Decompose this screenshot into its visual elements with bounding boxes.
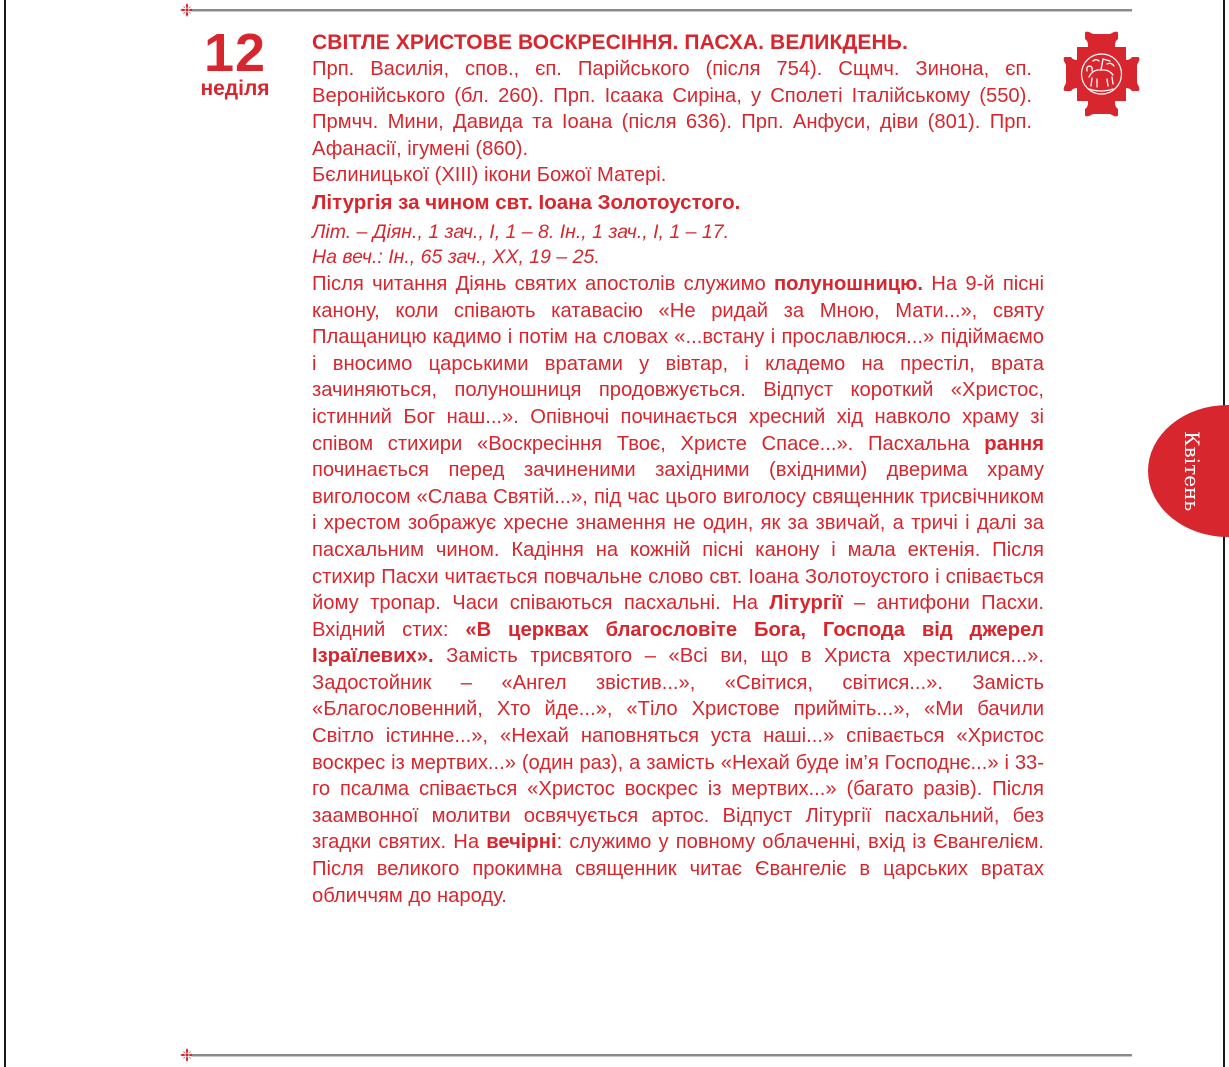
body-segment-bold: Літургії (769, 592, 843, 615)
page-border-left (4, 0, 6, 1067)
body-segment: Після читання Діянь святих апостолів служимо (312, 272, 774, 295)
divider-line (192, 1054, 1132, 1057)
body-segment: : служимо у повному облаченні, вхід із Євангелієм. Після великого прокимна священник читає Євангеліє в царських вратах обличчям до народу. (312, 831, 1044, 907)
feast-title: СВІТЛЕ ХРИСТОВЕ ВОСКРЕСІННЯ. ПАСХА. ВЕЛИКДЕНЬ. (312, 31, 908, 54)
entry-content (312, 30, 1047, 909)
month-label: Квітень (1180, 430, 1204, 512)
day-name: неділя (200, 77, 270, 100)
body-segment: На 9-й пісні канону, коли співають катавасію «Не ридай за Мною, Мати...», святу Плащаницю кадимо і потім на словах «...встану і прославлюся...» підіймаємо і вносимо царськими вратами у вівтар, і кладемо на престіл, врата зачиняються, полуношниця продовжується. Відпуст короткий «Христос, істинний Бог наш...». Опівночі починається хресний хід навколо храму зі співом стихири «Воскресіння Твоє, Христе Спасе...». Пасхальна (312, 272, 1044, 455)
readings (312, 220, 1047, 270)
body-segment: – антифони Пасхи. Вхідний стих: (312, 592, 1044, 641)
month-tab[interactable] (1148, 405, 1229, 537)
date-block (190, 23, 280, 100)
saints-commemorations: Прп. Василія, спов., єп. Парійського (після 754). Сщмч. Зинона, єп. Веронійського (бл. 260). Прп. Ісаака Сиріна, у Сполеті Італійському (550). Прмчч. Мини, Давида та Іоана (після 636). Прп. Анфуси, діви (801). Прп. Афанасії, ігумені (860). (312, 58, 1032, 160)
bottom-rule (180, 1050, 1132, 1060)
body-segment-bold: рання (984, 432, 1044, 455)
cross-lamb-emblem-icon (1063, 31, 1140, 117)
body-segment-bold: вечірні (486, 831, 557, 854)
reading-line: На веч.: Ін., 65 зач., XX, 19 – 25. (312, 245, 600, 268)
rubric-body (312, 271, 1044, 909)
divider-line (192, 9, 1132, 12)
body-segment: починається перед зачиненими західними (вхідними) дверима храму виголосом «Слава Святій...», під час цього виголосу священник трисвічником і хрестом зображує хресне знамення не один, як за звичай, а тричі і далі за пасхальним чином. Кадіння на кожній пісні канону і мала ектенія. Після стихир Пасхи читається повчальне слово свт. Іоана Золотоустого і співається йому тропар. Часи співаються пасхальні. На (312, 459, 1044, 615)
body-segment: Замість трисвятого – «Всі ви, що в Христа хрестилися...». Задостойник – «Ангел звістив...», «Світися, світися...». Замість «Благословенний, Хто йде...», «Тіло Христове прийміть...», «Ми бачили Світло істинне...», «Нехай наповняться уста наші...» співається «Христос воскрес із мертвих...» (один раз), а замість «Нехай буде ім’я Господнє...» і 33-го псалма співається «Христос воскрес із мертвих...» (багато разів). Після заамвонної молитви освячується артос. Відпуст Літургії пасхальний, без згадки святих. На (312, 645, 1044, 854)
reading-line: Літ. – Діян., 1 зач., I, 1 – 8. Ін., 1 зач., I, 1 – 17. (312, 220, 730, 243)
body-segment-bold: полуношницю. (773, 272, 923, 295)
body-segment-bold: «В церквах благословіте Бога, Господа від джерел Ізраїлевих». (312, 618, 1044, 668)
icon-commemoration: Бєлиницької (XIII) ікони Божої Матері. (312, 164, 667, 187)
top-rule (180, 5, 1132, 15)
day-number: 12 (203, 23, 267, 83)
liturgy-title: Літургія за чином свт. Іоана Золотоустого. (312, 190, 741, 214)
